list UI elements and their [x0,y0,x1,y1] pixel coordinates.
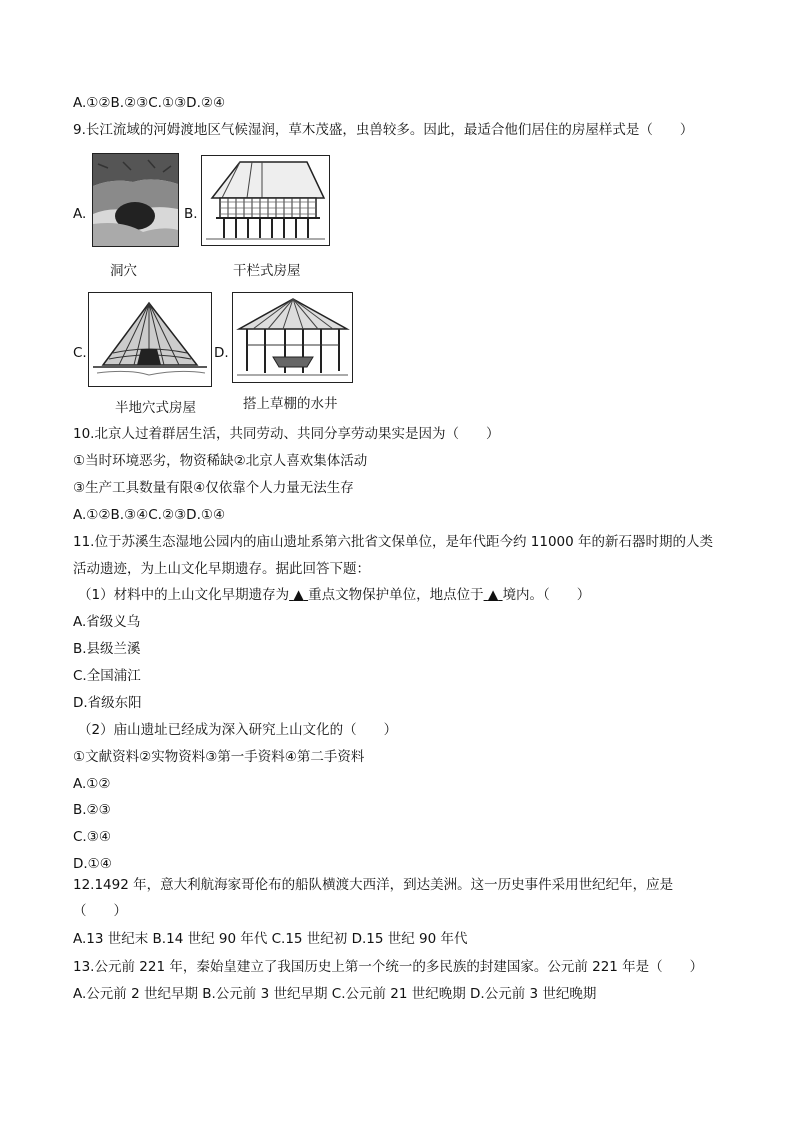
cave-image [92,153,179,247]
q10-options: A.①②B.③④C.②③D.①④ [73,507,226,523]
q11-sub2-option-c: C.③④ [73,829,111,845]
q12-stem-line1: 12.1492 年，意大利航海家哥伦布的船队横渡大西洋，到达美洲。这一历史事件采用世纪纪年，应是 [73,877,674,893]
q11-sub2-option-a: A.①② [73,776,111,792]
q13-options: A.公元前 2 世纪早期 B.公元前 3 世纪早期 C.公元前 21 世纪晚期 D.公元前 3 世纪晚期 [73,986,597,1002]
q9-option-a-label: A. [73,206,87,222]
q11-sub2-option-d: D.①④ [73,856,112,872]
q11-blank-1: ▲ [293,587,304,603]
q11-sub1-option-c: C.全国浦江 [73,668,141,684]
well-with-shed-image [232,292,353,383]
q12-stem-line2: （ ） [73,903,127,919]
q11-sub1 [78,586,590,604]
q10-line2: ③生产工具数量有限④仅依靠个人力量无法生存 [73,480,354,496]
q12-options: A.13 世纪末 B.14 世纪 90 年代 C.15 世纪初 D.15 世纪 90 年代 [73,931,468,947]
q9-option-c-caption: 半地穴式房屋 [115,400,196,416]
q11-sub2: （2）庙山遗址已经成为深入研究上山文化的（ ） [78,722,398,738]
stilt-house-image [201,155,330,246]
q8-options: A.①②B.②③C.①③D.②④ [73,95,226,111]
q11-stem-line1: 11.位于苏溪生态湿地公园内的庙山遗址系第六批省文保单位，是年代距今约 11000 年的新石器时期的人类 [73,534,713,550]
q11-blank-2: ▲ [487,587,499,603]
q9-option-b-caption: 干栏式房屋 [233,263,301,279]
q10-stem: 10.北京人过着群居生活，共同劳动、共同分享劳动果实是因为（ ） [73,426,500,442]
q11-sub2-items: ①文献资料②实物资料③第一手资料④第二手资料 [73,749,365,765]
q11-sub1-option-a: A.省级义乌 [73,614,141,630]
q11-sub1-option-b: B.县级兰溪 [73,641,141,657]
q9-stem: 9.长江流域的河姆渡地区气候湿润，草木茂盛，虫兽较多。因此，最适合他们居住的房屋样式是（ ） [73,122,694,138]
q9-option-d-caption: 搭上草棚的水井 [243,396,338,412]
semi-subterranean-house-image [88,292,212,387]
q9-option-b-label: B. [184,206,198,222]
q9-option-a-caption: 洞穴 [110,263,137,279]
q11-stem-line2: 活动遗迹，为上山文化早期遗存。据此回答下题： [73,561,370,577]
q11-sub1-option-d: D.省级东阳 [73,695,142,711]
q11-sub1-text-c: 境内。（ ） [502,587,591,603]
q11-sub2-option-b: B.②③ [73,802,111,818]
q13-stem: 13.公元前 221 年，秦始皇建立了我国历史上第一个统一的多民族的封建国家。公元前 221 年是（ ） [73,959,704,975]
q10-line1: ①当时环境恶劣，物资稀缺②北京人喜欢集体活动 [73,453,368,469]
q9-option-c-label: C. [73,345,87,361]
q11-sub1-text-a: （1）材料中的上山文化早期遗存为 [78,587,290,603]
q9-option-d-label: D. [214,345,229,361]
q11-sub1-text-b: 重点文物保护单位，地点位于 [308,587,484,603]
